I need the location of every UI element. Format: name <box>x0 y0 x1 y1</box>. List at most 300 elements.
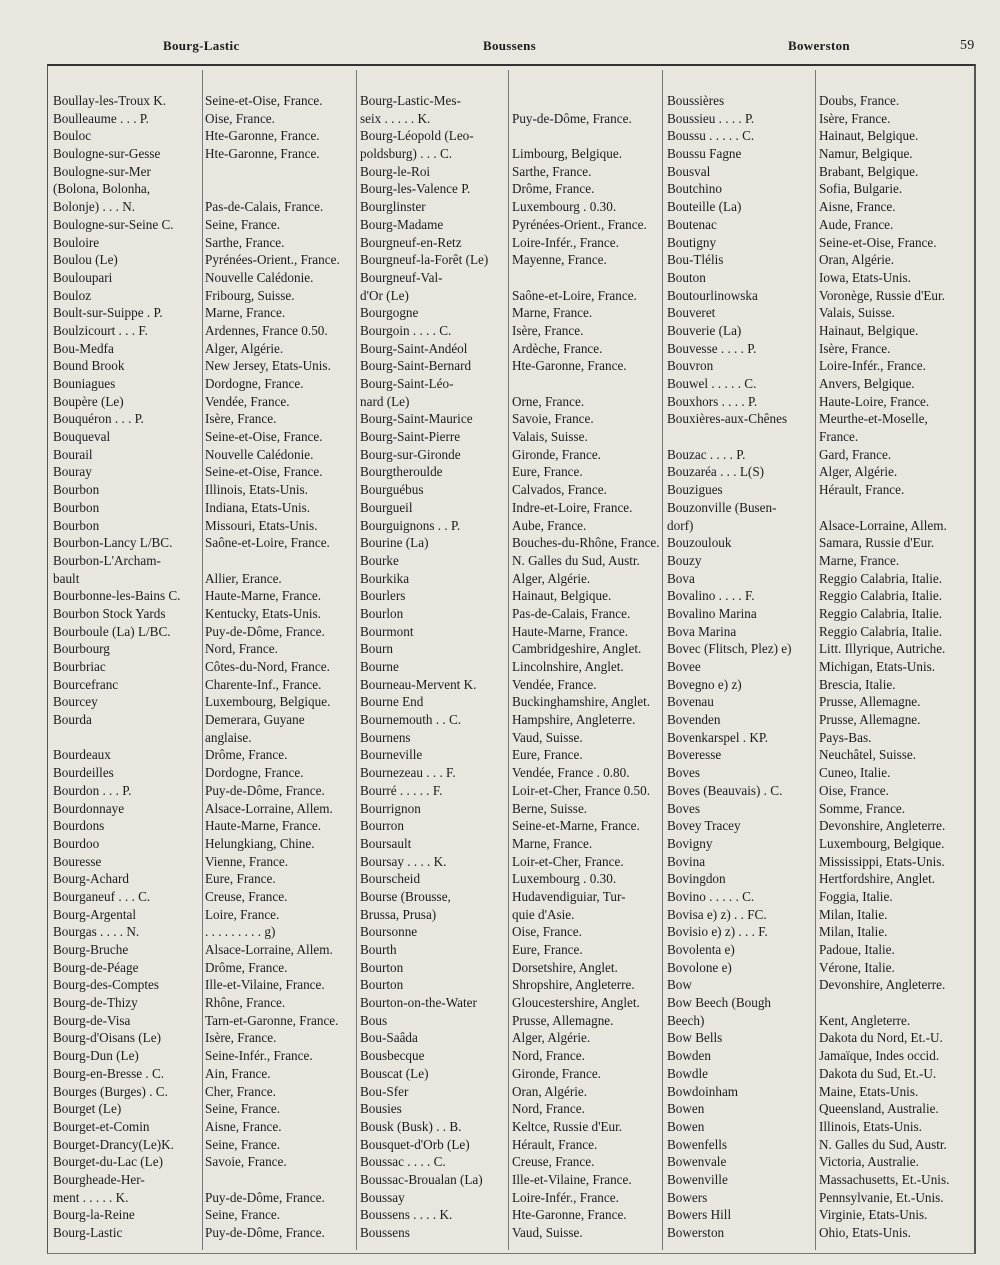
list-item <box>664 552 973 570</box>
place-name: Bou-Medfa <box>53 340 114 356</box>
list-item <box>357 1153 666 1171</box>
place-name: Bowdle <box>667 1065 709 1081</box>
place-name: Bourrignon <box>360 800 421 816</box>
place-name: Bousies <box>360 1101 402 1117</box>
place-location: Saône-et-Loire, France. <box>512 287 637 303</box>
list-item <box>357 941 666 959</box>
list-item <box>50 428 359 446</box>
list-item <box>50 322 359 340</box>
place-location: Marne, France. <box>819 552 900 568</box>
place-name: Bourg-de-Thizy <box>53 995 138 1011</box>
place-name: Bova <box>667 570 695 586</box>
list-item <box>50 623 359 641</box>
list-item <box>664 481 973 499</box>
list-item <box>357 1189 666 1207</box>
list-item <box>357 640 666 658</box>
list-item <box>50 906 359 924</box>
list-item <box>50 92 359 110</box>
place-name: Boulogne-sur-Seine C. <box>53 216 174 232</box>
list-item <box>50 800 359 818</box>
place-name: Bourne <box>360 659 399 674</box>
place-name: Boulleaume . . . P. <box>53 110 149 126</box>
place-name: Bowen <box>667 1101 705 1117</box>
list-item <box>357 322 666 340</box>
list-item <box>664 287 973 305</box>
place-location: Haute-Marne, France. <box>512 623 629 639</box>
place-name: Boussac . . . . C. <box>360 1154 446 1170</box>
place-name: Boullay-les-Troux K. <box>53 93 167 108</box>
list-item <box>50 976 359 994</box>
list-item <box>50 145 359 163</box>
list-item <box>664 994 973 1012</box>
place-name: Bourbon <box>53 517 100 533</box>
list-item <box>664 198 973 216</box>
place-name: Bouray <box>53 464 92 480</box>
list-item <box>357 853 666 871</box>
place-location <box>509 127 666 145</box>
list-item <box>50 481 359 499</box>
place-location: Hainaut, Belgique. <box>819 322 919 338</box>
list-item <box>357 269 666 287</box>
place-location: Neuchâtel, Suisse. <box>819 747 917 763</box>
place-name: Brussa, Prusa) <box>360 906 437 922</box>
place-location: Illinois, Etats-Unis. <box>205 482 308 498</box>
place-name: Bourré . . . . . F. <box>360 782 443 798</box>
place-name: Bouveret <box>667 305 716 321</box>
place-location: Foggia, Italie. <box>819 888 893 904</box>
place-location: Meurthe-et-Moselle, <box>819 411 928 427</box>
list-item <box>50 605 359 623</box>
entry-column-1 <box>50 92 359 1242</box>
list-item <box>50 552 359 570</box>
place-name: Bourdeaux <box>53 747 111 763</box>
place-name: Bourget-et-Comin <box>53 1118 150 1134</box>
place-name: Bourg-Saint-Léo- <box>360 376 454 391</box>
place-name: Bourg-d'Oisans (Le) <box>53 1030 161 1046</box>
place-location: Côtes-du-Nord, France. <box>205 659 330 674</box>
place-name: Bourth <box>360 942 397 957</box>
place-name: Bourg-de-Visa <box>53 1012 131 1028</box>
place-location <box>202 163 359 181</box>
place-location: Hte-Garonne, France. <box>205 128 320 144</box>
place-name: Bouloire <box>53 234 100 250</box>
place-name: Bourkika <box>360 570 410 586</box>
place-location: . . . . . . . . . g) <box>205 924 276 940</box>
list-item <box>357 304 666 322</box>
list-item <box>357 1100 666 1118</box>
place-location <box>816 994 973 1012</box>
place-location: Nord, France. <box>205 641 278 657</box>
place-location: Puy-de-Dôme, France. <box>205 1225 325 1240</box>
place-location: Samara, Russie d'Eur. <box>819 535 935 551</box>
list-item <box>50 287 359 305</box>
list-item <box>664 534 973 552</box>
place-name: Bovina <box>667 853 706 869</box>
place-location: Indre-et-Loire, France. <box>512 499 633 515</box>
list-item <box>357 623 666 641</box>
list-item <box>50 198 359 216</box>
place-location: Prusse, Allemagne. <box>512 1012 614 1028</box>
place-name: Bourbriac <box>53 659 106 674</box>
place-location: Michigan, Etats-Unis. <box>819 659 936 674</box>
list-item <box>50 410 359 428</box>
place-location: Alger, Algérie. <box>512 570 591 586</box>
list-item <box>664 216 973 234</box>
entry-column-3 <box>664 92 973 1242</box>
list-item <box>50 1029 359 1047</box>
place-location: Voronège, Russie d'Eur. <box>819 287 945 303</box>
place-location: Pays-Bas. <box>819 729 872 745</box>
place-location: Aube, France. <box>512 517 587 533</box>
list-item <box>664 304 973 322</box>
list-item <box>357 923 666 941</box>
place-location: Isère, France. <box>819 110 891 126</box>
list-item <box>50 1083 359 1101</box>
place-location: Oise, France. <box>512 924 582 940</box>
place-name: Boves <box>667 800 700 816</box>
list-item <box>357 1118 666 1136</box>
list-item <box>664 428 973 446</box>
place-name: Bow Beech (Bough <box>667 995 772 1011</box>
list-item <box>50 994 359 1012</box>
list-item <box>357 517 666 535</box>
list-item <box>664 1012 973 1030</box>
list-item <box>664 888 973 906</box>
list-item <box>357 693 666 711</box>
place-name: Bovey Tracey <box>667 818 741 834</box>
list-item <box>50 304 359 322</box>
place-location: Aisne, France. <box>205 1118 282 1134</box>
place-name: Bourg-les-Valence P. <box>360 181 471 197</box>
list-item <box>357 410 666 428</box>
list-item <box>357 163 666 181</box>
place-name: Bousval <box>667 163 711 179</box>
list-item <box>357 782 666 800</box>
list-item <box>50 1136 359 1154</box>
list-item <box>664 605 973 623</box>
list-item <box>357 375 666 393</box>
list-item <box>664 1118 973 1136</box>
place-name: Boulou (Le) <box>53 252 118 268</box>
place-location: Gironde, France. <box>512 1065 601 1081</box>
place-location: Vérone, Italie. <box>819 959 895 975</box>
list-item <box>664 1083 973 1101</box>
place-location: Loire-Infér., France. <box>512 234 619 250</box>
list-item <box>50 499 359 517</box>
place-name: Bourdeilles <box>53 765 114 781</box>
list-item <box>664 941 973 959</box>
place-name: Bourg-Lastic <box>53 1225 123 1240</box>
list-item <box>357 800 666 818</box>
place-name: Bourgheade-Her- <box>53 1171 145 1187</box>
place-name: Bound Brook <box>53 358 125 374</box>
place-name: Bowenville <box>667 1171 728 1187</box>
list-item <box>664 92 973 110</box>
list-item <box>357 746 666 764</box>
list-item <box>664 923 973 941</box>
place-location: Marne, France. <box>205 305 286 321</box>
place-name: Bourcey <box>53 694 98 710</box>
place-name: Bourg-en-Bresse . C. <box>53 1065 165 1081</box>
place-name: Bowerston <box>667 1225 725 1240</box>
place-location: Nord, France. <box>512 1101 585 1117</box>
place-location: Prusse, Allemagne. <box>819 712 921 728</box>
place-location: Marne, France. <box>512 835 593 851</box>
place-location: Eure, France. <box>205 871 276 887</box>
place-name: Bou-Tlélis <box>667 252 724 268</box>
list-item <box>664 180 973 198</box>
list-item <box>50 764 359 782</box>
list-item <box>664 587 973 605</box>
place-location: Puy-de-Dôme, France. <box>205 782 325 798</box>
place-name: Boussens <box>360 1225 410 1240</box>
place-location: Victoria, Australie. <box>819 1154 919 1170</box>
list-item <box>50 180 359 198</box>
place-location: Ardennes, France 0.50. <box>205 322 328 338</box>
place-location: Nord, France. <box>512 1048 585 1064</box>
list-item <box>357 428 666 446</box>
place-location: Creuse, France. <box>512 1154 595 1170</box>
place-name: Bouscat (Le) <box>360 1065 429 1081</box>
place-location <box>509 269 666 287</box>
place-name: Bouresse <box>53 853 102 869</box>
place-name: Bovino . . . . . C. <box>667 888 755 904</box>
place-location: New Jersey, Etats-Unis. <box>205 358 331 374</box>
list-item <box>357 605 666 623</box>
list-item <box>664 853 973 871</box>
place-location: Eure, France. <box>512 747 583 763</box>
place-location <box>816 499 973 517</box>
place-location: Buckinghamshire, Anglet. <box>512 694 651 710</box>
list-item <box>50 888 359 906</box>
place-location: Hainaut, Belgique. <box>819 128 919 144</box>
list-item <box>357 234 666 252</box>
place-location: Rhône, France. <box>205 995 286 1011</box>
list-item <box>664 1047 973 1065</box>
list-item <box>664 1171 973 1189</box>
place-location: anglaise. <box>205 729 252 745</box>
place-location: Eure, France. <box>512 942 583 957</box>
place-location: Savoie, France. <box>205 1154 287 1170</box>
place-location: Luxembourg, Belgique. <box>819 835 945 851</box>
place-location <box>202 1171 359 1189</box>
place-name: Bouverie (La) <box>667 322 742 338</box>
place-name: Boussu . . . . . C. <box>667 128 755 144</box>
place-name: Bourke <box>360 552 399 568</box>
list-item <box>357 1083 666 1101</box>
place-name: Bouquéron . . . P. <box>53 411 144 427</box>
place-location: N. Galles du Sud, Austr. <box>819 1136 947 1152</box>
place-location: Ain, France. <box>205 1065 271 1081</box>
list-item <box>357 1029 666 1047</box>
place-name: Bovisa e) z) . . FC. <box>667 906 767 922</box>
list-item <box>50 959 359 977</box>
place-name: Bowen <box>667 1118 705 1134</box>
place-name: Bouzoulouk <box>667 535 732 551</box>
place-name: Bourgueil <box>360 499 413 515</box>
place-location: N. Galles du Sud, Austr. <box>512 552 640 568</box>
place-name: Bouniagues <box>53 376 116 391</box>
place-name: Bova Marina <box>667 623 737 639</box>
place-location: Ohio, Etats-Unis. <box>819 1225 911 1240</box>
list-item <box>357 357 666 375</box>
place-location: Berne, Suisse. <box>512 800 588 816</box>
list-item <box>664 658 973 676</box>
list-item <box>50 587 359 605</box>
place-location: Dordogne, France. <box>205 765 304 781</box>
place-name: Bovalino Marina <box>667 605 757 621</box>
place-location: Calvados, France. <box>512 482 607 498</box>
place-location: Sarthe, France. <box>205 234 285 250</box>
place-name: Bourguignons . . P. <box>360 517 461 533</box>
place-location: Litt. Illyrique, Autriche. <box>819 641 946 657</box>
list-item <box>50 251 359 269</box>
place-name: d'Or (Le) <box>360 287 409 303</box>
list-item <box>357 870 666 888</box>
place-location: Reggio Calabria, Italie. <box>819 605 943 621</box>
list-item <box>357 1047 666 1065</box>
place-location: Seine-Infér., France. <box>205 1048 313 1064</box>
place-name: Bourton-on-the-Water <box>360 995 477 1011</box>
list-item <box>50 941 359 959</box>
place-location: Pas-de-Calais, France. <box>512 605 631 621</box>
list-item <box>50 340 359 358</box>
place-name: Boutchino <box>667 181 722 197</box>
list-item <box>50 446 359 464</box>
list-item <box>50 711 359 729</box>
place-name: Bovalino . . . . F. <box>667 588 755 604</box>
place-name: Boves (Beauvais) . C. <box>667 782 783 798</box>
place-location: Prusse, Allemagne. <box>819 694 921 710</box>
place-name: Bouzac . . . . P. <box>667 446 746 462</box>
place-name: Bou-Sfer <box>360 1083 409 1099</box>
list-item <box>664 959 973 977</box>
list-item <box>664 234 973 252</box>
place-name: Bouvron <box>667 358 714 374</box>
place-name: Bouzonville (Busen- <box>667 499 777 515</box>
place-location: Doubs, France. <box>819 93 900 108</box>
list-item <box>50 1100 359 1118</box>
place-location: Virginie, Etats-Unis. <box>819 1207 928 1223</box>
place-name: Bowden <box>667 1048 711 1064</box>
place-location: Alsace-Lorraine, Allem. <box>205 942 333 957</box>
list-item <box>664 1136 973 1154</box>
list-item <box>50 1047 359 1065</box>
place-name: Bourganeuf . . . C. <box>53 888 151 904</box>
place-location: France. <box>819 429 859 445</box>
list-item <box>664 676 973 694</box>
place-location: Sofia, Bulgarie. <box>819 181 903 197</box>
place-name: (Bolona, Bolonha, <box>53 181 151 197</box>
list-item <box>357 1065 666 1083</box>
list-item <box>50 375 359 393</box>
place-location: Hudavendiguiar, Tur- <box>512 888 626 904</box>
place-location: Seine, France. <box>205 1136 281 1152</box>
place-name: Bourg-Lastic-Mes- <box>360 93 461 108</box>
place-name: Boveresse <box>667 747 722 763</box>
list-item <box>664 517 973 535</box>
place-location: Cuneo, Italie. <box>819 765 891 781</box>
list-item <box>664 817 973 835</box>
place-location: Eure, France. <box>512 464 583 480</box>
place-location: Gloucestershire, Anglet. <box>512 995 640 1011</box>
list-item <box>664 906 973 924</box>
place-location: Vaud, Suisse. <box>512 1225 583 1240</box>
list-item <box>664 711 973 729</box>
place-location: Hérault, France. <box>512 1136 598 1152</box>
list-item <box>50 1065 359 1083</box>
place-name: Bourdon . . . P. <box>53 782 132 798</box>
place-name: Bouteille (La) <box>667 199 742 215</box>
place-name: Bourine (La) <box>360 535 429 551</box>
place-name: Bousbecque <box>360 1048 425 1064</box>
list-item <box>357 251 666 269</box>
list-item <box>664 499 973 517</box>
place-location: Cambridgeshire, Anglet. <box>512 641 642 657</box>
place-name: Bourbourg <box>53 641 110 657</box>
list-item <box>50 1118 359 1136</box>
place-location: Loir-et-Cher, France. <box>512 853 624 869</box>
list-item <box>664 251 973 269</box>
list-item <box>357 110 666 128</box>
list-item <box>357 817 666 835</box>
place-name: Bovegno e) z) <box>667 676 742 692</box>
place-location: Dorsetshire, Anglet. <box>512 959 618 975</box>
list-item <box>50 1189 359 1207</box>
place-location: Lincolnshire, Anglet. <box>512 659 624 674</box>
list-item <box>664 393 973 411</box>
place-name: Bovigny <box>667 835 713 851</box>
list-item <box>357 994 666 1012</box>
place-location: Seine, France. <box>205 1207 281 1223</box>
list-item <box>664 1206 973 1224</box>
place-location: Vendée, France. <box>205 393 290 409</box>
list-item <box>50 163 359 181</box>
place-name: Bouvesse . . . . P. <box>667 340 757 356</box>
place-name: Boussieu . . . . P. <box>667 110 755 126</box>
list-item <box>357 145 666 163</box>
place-name: Bovolenta e) <box>667 942 735 957</box>
place-location: Mayenne, France. <box>512 252 607 268</box>
list-item <box>50 393 359 411</box>
place-name: Bourscheid <box>360 871 421 887</box>
place-location: Indiana, Etats-Unis. <box>205 499 311 515</box>
place-name: Bourgneuf-Val- <box>360 269 443 285</box>
list-item <box>50 1224 359 1242</box>
place-name: Bovingdon <box>667 871 726 887</box>
place-name: Bourbon <box>53 499 100 515</box>
list-item <box>357 481 666 499</box>
place-name: Bousquet-d'Orb (Le) <box>360 1136 470 1152</box>
place-name: Bouton <box>667 269 706 285</box>
list-item <box>50 1206 359 1224</box>
place-name: Boulogne-sur-Gesse <box>53 146 161 162</box>
place-location: Hertfordshire, Anglet. <box>819 871 936 887</box>
place-location: Tarn-et-Garonne, France. <box>205 1012 339 1028</box>
place-name: Bourbonne-les-Bains C. <box>53 588 181 604</box>
place-name: Bourg-Léopold (Leo- <box>360 128 474 144</box>
list-item <box>357 1171 666 1189</box>
list-item <box>357 658 666 676</box>
place-location: Milan, Italie. <box>819 924 888 940</box>
place-location: Isère, France. <box>205 411 277 427</box>
list-item <box>664 110 973 128</box>
place-location: Massachusetts, Et.-Unis. <box>819 1171 950 1187</box>
place-location: Orne, France. <box>512 393 585 409</box>
place-name: Bourgogne <box>360 305 419 321</box>
list-item <box>664 782 973 800</box>
list-item <box>50 234 359 252</box>
